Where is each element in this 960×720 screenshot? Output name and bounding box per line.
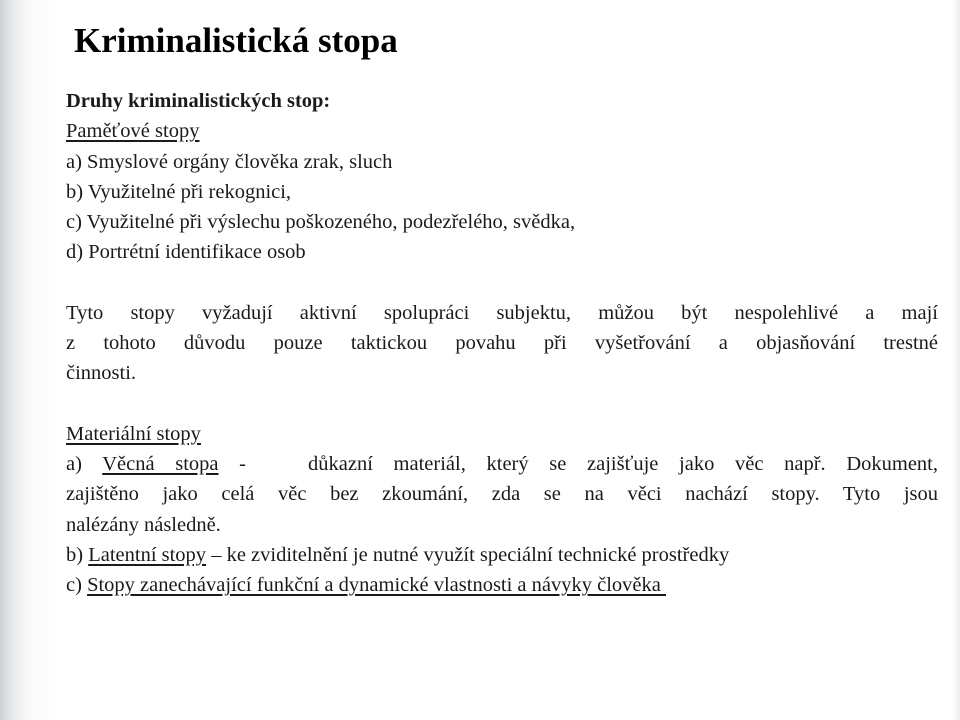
material-item-b (66, 540, 938, 570)
memory-note-line-3: činnosti. (66, 362, 137, 385)
memory-item-a: a) Smyslové orgány člověka zrak, sluch (66, 150, 393, 173)
slide-title: Kriminalistická stopa (74, 21, 398, 60)
material-item-a-separator: - (218, 452, 308, 475)
material-item-c-prefix: c) (66, 574, 88, 597)
material-item-a-line-3: nalézány následně. (66, 513, 221, 536)
material-item-b-text: – ke zviditelnění je nutné využít speciální technické prostředky (206, 543, 730, 566)
memory-traces-heading: Paměťové stopy (66, 120, 200, 143)
memory-item-b: b) Využitelné při rekognici, (66, 180, 292, 203)
memory-item-c: c) Využitelné při výslechu poškozeného, podezřelého, svědka, (66, 211, 576, 234)
memory-note-line-1: Tyto stopy vyžadují aktivní spolupráci subjektu, můžou být nespolehlivé a mají (66, 301, 938, 324)
material-item-a (66, 449, 938, 540)
material-item-c (66, 570, 938, 600)
spacer (66, 389, 938, 419)
slide-content (66, 86, 938, 600)
material-item-b-prefix: b) (66, 543, 89, 566)
material-traces-heading: Materiální stopy (66, 422, 201, 445)
material-item-c-term: Stopy zanechávající funkční a dynamické vlastnosti a návyky člověka (87, 574, 666, 597)
section-heading: Druhy kriminalistických stop: (66, 90, 331, 112)
memory-traces-note (66, 298, 938, 389)
spacer (66, 268, 938, 298)
material-item-a-line-2: zajištěno jako celá věc bez zkoumání, zda se na věci nachází stopy. Tyto jsou (66, 483, 938, 506)
material-item-a-prefix: a) (66, 452, 103, 475)
material-item-b-term: Latentní stopy (88, 543, 207, 566)
memory-note-line-2: z tohoto důvodu pouze taktickou povahu při vyšetřování a objasňování trestné (66, 332, 938, 355)
memory-item-d: d) Portrétní identifikace osob (66, 241, 306, 264)
material-item-a-line-1 (66, 449, 938, 479)
material-item-a-text-1: důkazní materiál, který se zajišťuje jako věc např. Dokument, (308, 452, 938, 475)
material-item-a-term: Věcná stopa (102, 452, 219, 475)
